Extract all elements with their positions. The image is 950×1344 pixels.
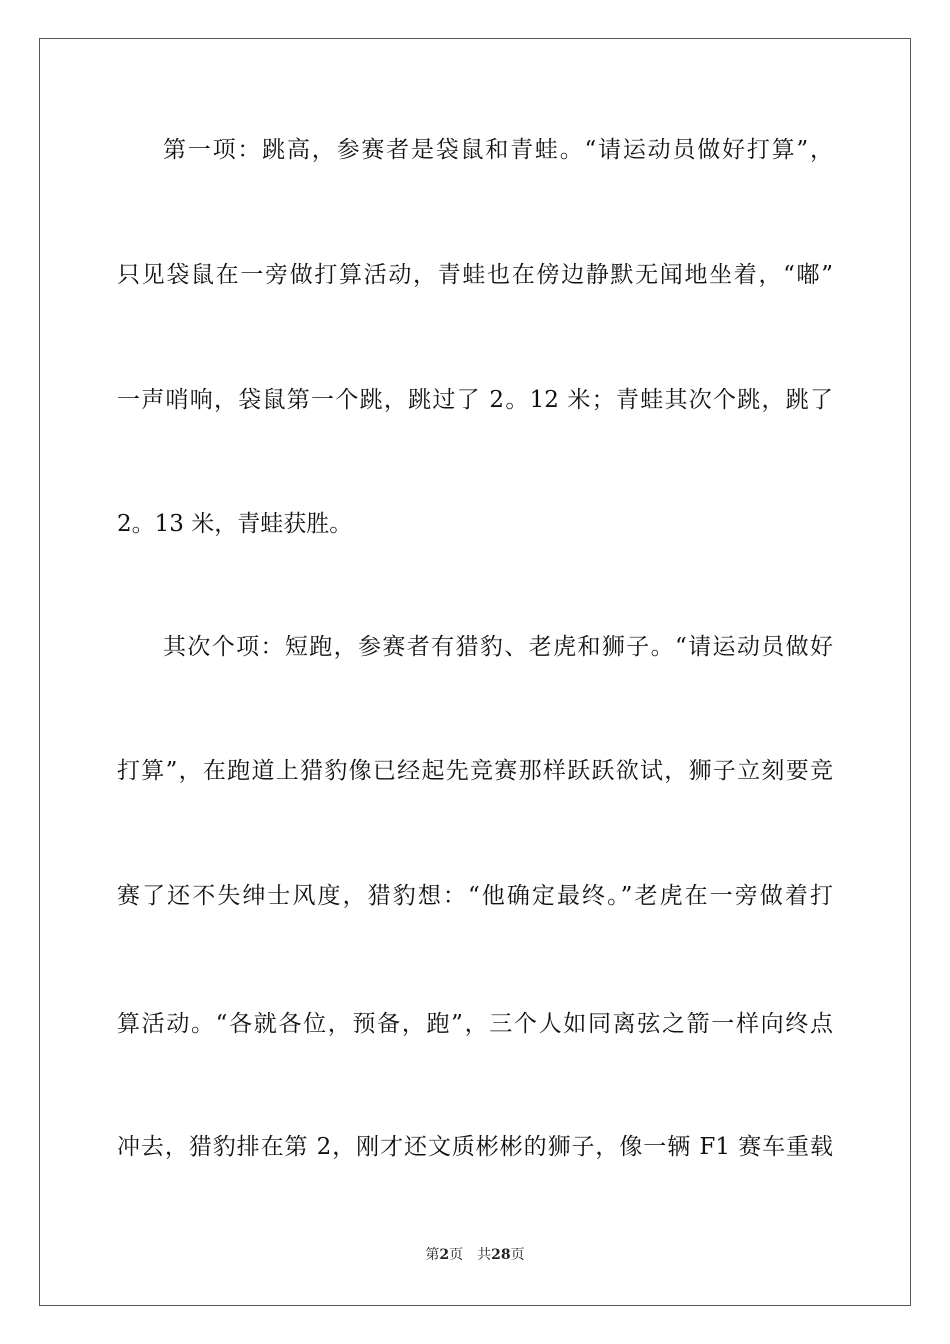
paragraph-line-9: 冲去，猎豹排在第 2，刚才还文质彬彬的狮子，像一辆 F1 赛车重载 bbox=[117, 1134, 833, 1160]
paragraph-line-7: 赛了还不失绅士风度，猎豹想：“他确定最终。”老虎在一旁做着打 bbox=[117, 883, 833, 909]
paragraph-line-6: 打算”，在跑道上猎豹像已经起先竞赛那样跃跃欲试，狮子立刻要竞 bbox=[117, 758, 833, 784]
page-footer bbox=[0, 1246, 950, 1264]
page-suffix: 页 bbox=[449, 1247, 464, 1263]
page-number: 2 bbox=[439, 1247, 450, 1263]
total-pages: 28 bbox=[491, 1247, 511, 1263]
total-suffix: 页 bbox=[510, 1247, 525, 1263]
total-prefix: 共 bbox=[477, 1247, 492, 1263]
page-border bbox=[39, 38, 911, 1306]
paragraph-line-8: 算活动。“各就各位，预备，跑”，三个人如同离弦之箭一样向终点 bbox=[117, 1011, 833, 1037]
paragraph-line-2: 只见袋鼠在一旁做打算活动，青蛙也在傍边静默无闻地坐着，“嘟” bbox=[117, 262, 833, 288]
paragraph-line-5: 其次个项：短跑，参赛者有猎豹、老虎和狮子。“请运动员做好 bbox=[163, 634, 833, 660]
paragraph-line-3: 一声哨响，袋鼠第一个跳，跳过了 2。12 米；青蛙其次个跳，跳了 bbox=[117, 387, 833, 413]
paragraph-line-4: 2。13 米，青蛙获胜。 bbox=[117, 511, 353, 537]
paragraph-line-1: 第一项：跳高，参赛者是袋鼠和青蛙。“请运动员做好打算”， bbox=[163, 137, 833, 163]
page-prefix: 第 bbox=[425, 1247, 440, 1263]
